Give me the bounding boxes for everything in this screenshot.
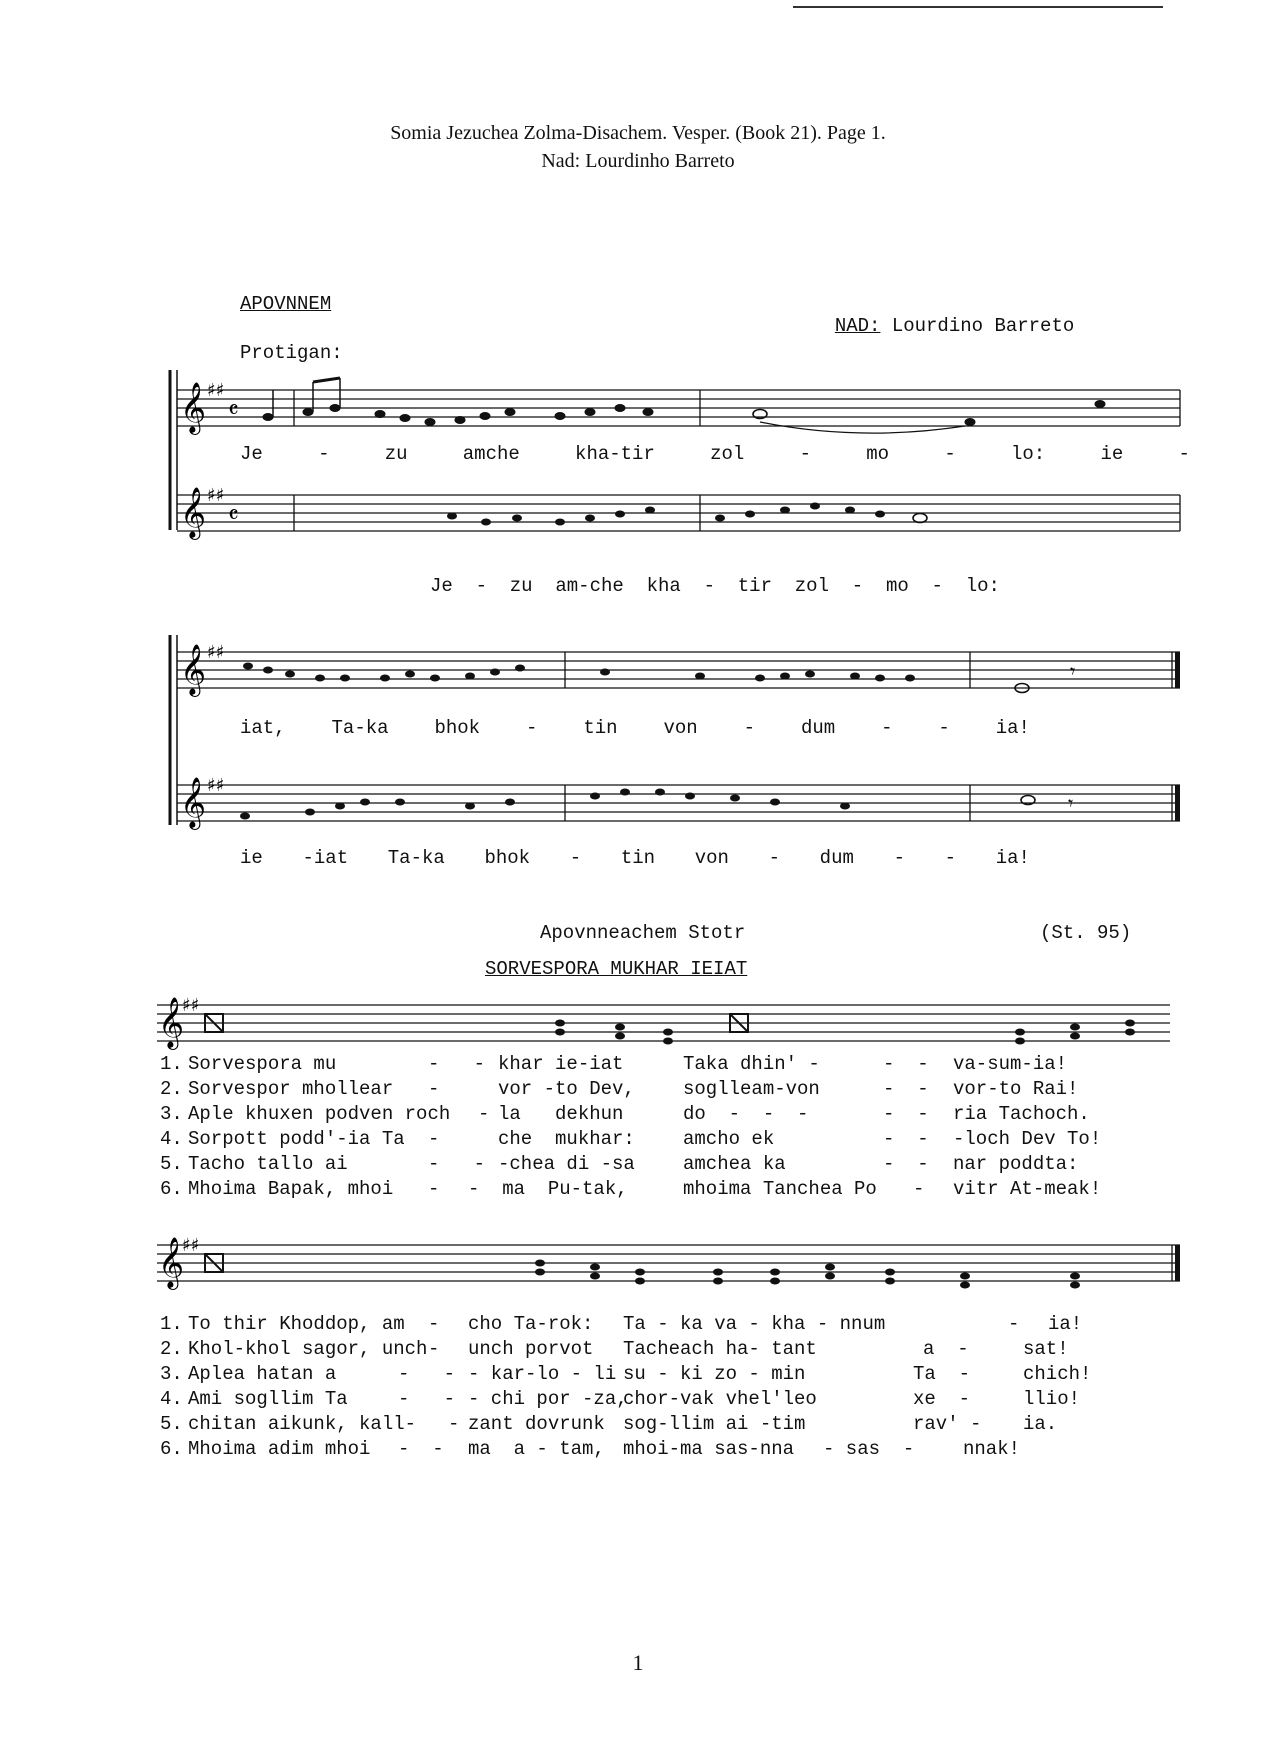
verse-row <box>160 1052 1180 1077</box>
lyric-syllable: - <box>944 847 957 869</box>
lyric-syllable: zu <box>384 443 408 465</box>
verse-number: 5. <box>160 1153 183 1175</box>
lyric-syllable: von <box>663 717 698 739</box>
verse-text: Ami sogllim Ta <box>188 1388 348 1410</box>
verse-text: amchea ka <box>683 1153 786 1175</box>
hymn-title: SORVESPORA MUKHAR IEIAT <box>485 958 748 980</box>
verse-text: Taka dhin' - <box>683 1053 820 1075</box>
verse-text: - - <box>398 1438 444 1460</box>
verse-number: 6. <box>160 1178 183 1200</box>
verse-text: Khol-khol sagor, unch <box>188 1338 428 1360</box>
verse-text: - sas - <box>823 1438 915 1460</box>
section-title-apovnnem: APOVNNEM <box>240 293 332 315</box>
verse-text: vor -to Dev, <box>498 1078 635 1100</box>
lyric-syllable: tir <box>737 575 772 597</box>
verse-text: - <box>428 1313 440 1335</box>
lyric-syllable: - <box>526 717 538 739</box>
lyric-syllable: Je <box>240 443 263 465</box>
system1-upper-lyrics <box>240 443 1190 465</box>
verse-text: - - <box>428 1053 486 1075</box>
lyric-syllable: mo <box>866 443 890 465</box>
verse-text: - kar-lo - li <box>468 1363 617 1385</box>
verse-text: sog-llim ai -tim <box>623 1413 806 1435</box>
verse-row <box>160 1362 1180 1387</box>
verse-text: - - <box>883 1128 929 1150</box>
verse-text: - - <box>398 1388 456 1410</box>
verse-text: va-sum-ia! <box>953 1053 1068 1075</box>
svg-text:𝄾: 𝄾 <box>1070 659 1076 683</box>
lyric-syllable: - <box>703 575 715 597</box>
svg-text:𝄾: 𝄾 <box>1068 791 1074 815</box>
scan-top-rule <box>793 6 1163 8</box>
verse-text: - - <box>428 1153 486 1175</box>
verse-text: -loch Dev To! <box>953 1128 1102 1150</box>
verse-text: - <box>913 1178 925 1200</box>
verse-text: zant dovrunk <box>468 1413 605 1435</box>
verse-text: chor-vak vhel'leo <box>623 1388 817 1410</box>
verse-number: 5. <box>160 1413 183 1435</box>
nad-value: Lourdino Barreto <box>891 315 1075 337</box>
verse-text: chitan aikunk, kall- <box>188 1413 417 1435</box>
lyric-syllable: - <box>768 847 780 869</box>
lyric-syllable: - <box>569 847 582 869</box>
svg-text:𝄞: 𝄞 <box>180 487 207 538</box>
svg-text:♯♯: ♯♯ <box>207 485 225 506</box>
lyric-syllable: bhok <box>434 717 481 739</box>
lyric-syllable: - <box>1178 443 1190 465</box>
verse-text: - chi por -za, <box>468 1388 628 1410</box>
svg-text:♯♯: ♯♯ <box>207 380 225 401</box>
svg-text:𝄴: 𝄴 <box>228 501 239 529</box>
system2-lower-lyrics <box>240 847 1030 869</box>
verse-text: Aplea hatan a <box>188 1363 337 1385</box>
verse-number: 4. <box>160 1128 183 1150</box>
svg-text:𝄞: 𝄞 <box>180 382 207 433</box>
verse-text: Aple khuxen podven roch <box>188 1103 451 1125</box>
verse-row <box>160 1102 1180 1127</box>
verse-text: Sorpott podd'-ia Ta <box>188 1128 405 1150</box>
lyric-syllable: zol <box>710 443 745 465</box>
verse-text: ma a - tam, <box>468 1438 605 1460</box>
lyric-syllable: lo: <box>1010 443 1046 465</box>
lyric-syllable: - <box>931 575 943 597</box>
verse-text: -chea di -sa <box>498 1153 635 1175</box>
lyric-syllable: zol <box>794 575 829 597</box>
verse-text: che mukhar: <box>498 1128 635 1150</box>
document-header-line2: Nad: Lourdinho Barreto <box>541 150 735 172</box>
verse-text: vitr At-meak! <box>953 1178 1102 1200</box>
verse-number: 2. <box>160 1078 183 1100</box>
verse-text: su - ki zo - min <box>623 1363 806 1385</box>
verse-text: mhoi-ma sas-nna <box>623 1438 795 1460</box>
verse-row <box>160 1177 1180 1202</box>
lyric-syllable: - <box>881 717 893 739</box>
lyric-syllable: kha <box>646 575 681 597</box>
verse-text: - ma Pu-tak, <box>468 1178 628 1200</box>
verse-text: rav' - <box>913 1413 982 1435</box>
verse-text: unch porvot <box>468 1338 594 1360</box>
verse-number: 1. <box>160 1313 183 1335</box>
verse-text: chich! <box>1023 1363 1092 1385</box>
stotr-subtitle: Apovnneachem Stotr <box>540 922 746 944</box>
lyric-syllable: - <box>944 443 956 465</box>
verse-text: cho Ta-rok: <box>468 1313 594 1335</box>
lyric-syllable: von <box>694 847 729 869</box>
hymn-staff-b <box>0 1225 1276 1325</box>
verse-text: Sorvespor mhollear <box>188 1078 394 1100</box>
lyric-syllable: amche <box>462 443 520 465</box>
lyric-syllable: Ta-ka <box>331 717 389 739</box>
verse-text: Mhoima adim mhoi <box>188 1438 371 1460</box>
svg-text:♯♯: ♯♯ <box>182 995 200 1016</box>
verse-text: soglleam-von <box>683 1078 820 1100</box>
svg-text:𝄞: 𝄞 <box>158 1237 185 1288</box>
lyric-syllable: dum <box>819 847 854 869</box>
lyric-syllable: tin <box>583 717 618 739</box>
verse-text: amcho ek <box>683 1128 775 1150</box>
verse-text: Tacheach ha- tant <box>623 1338 817 1360</box>
lyric-syllable: lo: <box>965 575 1000 597</box>
lyric-syllable: ia! <box>995 847 1030 869</box>
verse-text: - <box>448 1413 460 1435</box>
verse-text: - <box>428 1078 440 1100</box>
lyric-syllable: - <box>893 847 905 869</box>
page-number: 1 <box>632 1650 644 1675</box>
lyric-syllable: ie <box>240 847 263 869</box>
lyric-syllable: dum <box>800 717 836 739</box>
stotr-reference: (St. 95) <box>1040 922 1132 944</box>
verse-number: 4. <box>160 1388 183 1410</box>
lyric-syllable: tin <box>620 847 656 869</box>
verse-text: Sorvespora mu <box>188 1053 337 1075</box>
svg-text:𝄞: 𝄞 <box>180 777 207 828</box>
verse-text: - <box>428 1338 440 1360</box>
document-header-line1: Somia Jezuchea Zolma-Disachem. Vesper. (Book 21). Page 1. <box>390 122 886 144</box>
verse-text: - - <box>883 1153 929 1175</box>
verses-block-b <box>160 1312 1180 1462</box>
verse-number: 6. <box>160 1438 183 1460</box>
lyric-syllable: -iat <box>302 847 349 869</box>
verse-text: - <box>478 1103 490 1125</box>
verse-text: nar poddta: <box>953 1153 1079 1175</box>
verse-text: - - <box>883 1078 929 1100</box>
lyric-syllable: am-che <box>555 575 624 597</box>
verse-number: 2. <box>160 1338 183 1360</box>
verse-text: - <box>428 1178 440 1200</box>
lyric-syllable: - <box>475 575 487 597</box>
lyric-syllable: Je <box>430 575 453 597</box>
verse-text: Tacho tallo ai <box>188 1153 348 1175</box>
verse-text: vor-to Rai! <box>953 1078 1079 1100</box>
verse-text: Ta - <box>913 1363 971 1385</box>
lyric-syllable: Ta-ka <box>387 847 445 869</box>
system1-lower-lyrics <box>430 575 1000 597</box>
verse-number: 1. <box>160 1053 183 1075</box>
verse-text: ia! <box>1048 1313 1083 1335</box>
verse-row <box>160 1337 1180 1362</box>
svg-text:♯♯: ♯♯ <box>207 642 225 663</box>
verse-row <box>160 1077 1180 1102</box>
verse-number: 3. <box>160 1363 183 1385</box>
system2-upper-lyrics <box>240 717 1030 739</box>
verses-block-a <box>160 1052 1180 1202</box>
verse-text: - <box>428 1128 440 1150</box>
nad-label: NAD: <box>834 315 881 337</box>
verse-text: do - - - <box>683 1103 809 1125</box>
verse-text: llio! <box>1023 1388 1081 1410</box>
verse-row <box>160 1437 1180 1462</box>
svg-text:♯♯: ♯♯ <box>207 775 225 796</box>
lyric-syllable: bhok <box>484 847 531 869</box>
verse-row <box>160 1412 1180 1437</box>
verse-text: - <box>1008 1313 1020 1335</box>
verse-text: khar ie-iat <box>498 1053 624 1075</box>
verse-row <box>160 1127 1180 1152</box>
composer-credit <box>812 293 1074 337</box>
lyric-syllable: - <box>799 443 811 465</box>
svg-text:𝄞: 𝄞 <box>180 644 207 695</box>
verse-text: mhoima Tanchea Po <box>683 1178 877 1200</box>
verse-number: 3. <box>160 1103 183 1125</box>
lyric-syllable: ie <box>1100 443 1124 465</box>
lyric-syllable: ia! <box>995 717 1030 739</box>
verse-text: xe - <box>913 1388 971 1410</box>
lyric-syllable: - <box>318 443 330 465</box>
verse-text: la dekhun <box>498 1103 624 1125</box>
svg-text:𝄴: 𝄴 <box>228 396 239 424</box>
svg-text:♯♯: ♯♯ <box>182 1235 200 1256</box>
verse-text: - - <box>883 1103 929 1125</box>
verse-text: To thir Khoddop, am <box>188 1313 405 1335</box>
verse-row <box>160 1152 1180 1177</box>
svg-text:𝄞: 𝄞 <box>158 997 185 1048</box>
verse-row <box>160 1312 1180 1337</box>
verse-text: ia. <box>1023 1413 1058 1435</box>
lyric-syllable: - <box>743 717 756 739</box>
verse-text: - - <box>883 1053 929 1075</box>
lyric-syllable: - <box>938 717 950 739</box>
verse-text: Ta - ka va - kha - nnum <box>623 1313 886 1335</box>
lyric-syllable: mo <box>885 575 909 597</box>
verse-text: nnak! <box>963 1438 1021 1460</box>
lyric-syllable: iat, <box>240 717 286 739</box>
verse-text: Mhoima Bapak, mhoi <box>188 1178 394 1200</box>
verse-text: - - <box>398 1363 456 1385</box>
verse-text: ria Tachoch. <box>953 1103 1090 1125</box>
verse-row <box>160 1387 1180 1412</box>
lyric-syllable: - <box>851 575 864 597</box>
tempo-marking: Protigan: <box>240 342 343 364</box>
verse-text: sat! <box>1023 1338 1069 1360</box>
lyric-syllable: zu <box>509 575 533 597</box>
verse-text: a - <box>923 1338 969 1360</box>
lyric-syllable: kha-tir <box>575 443 655 465</box>
